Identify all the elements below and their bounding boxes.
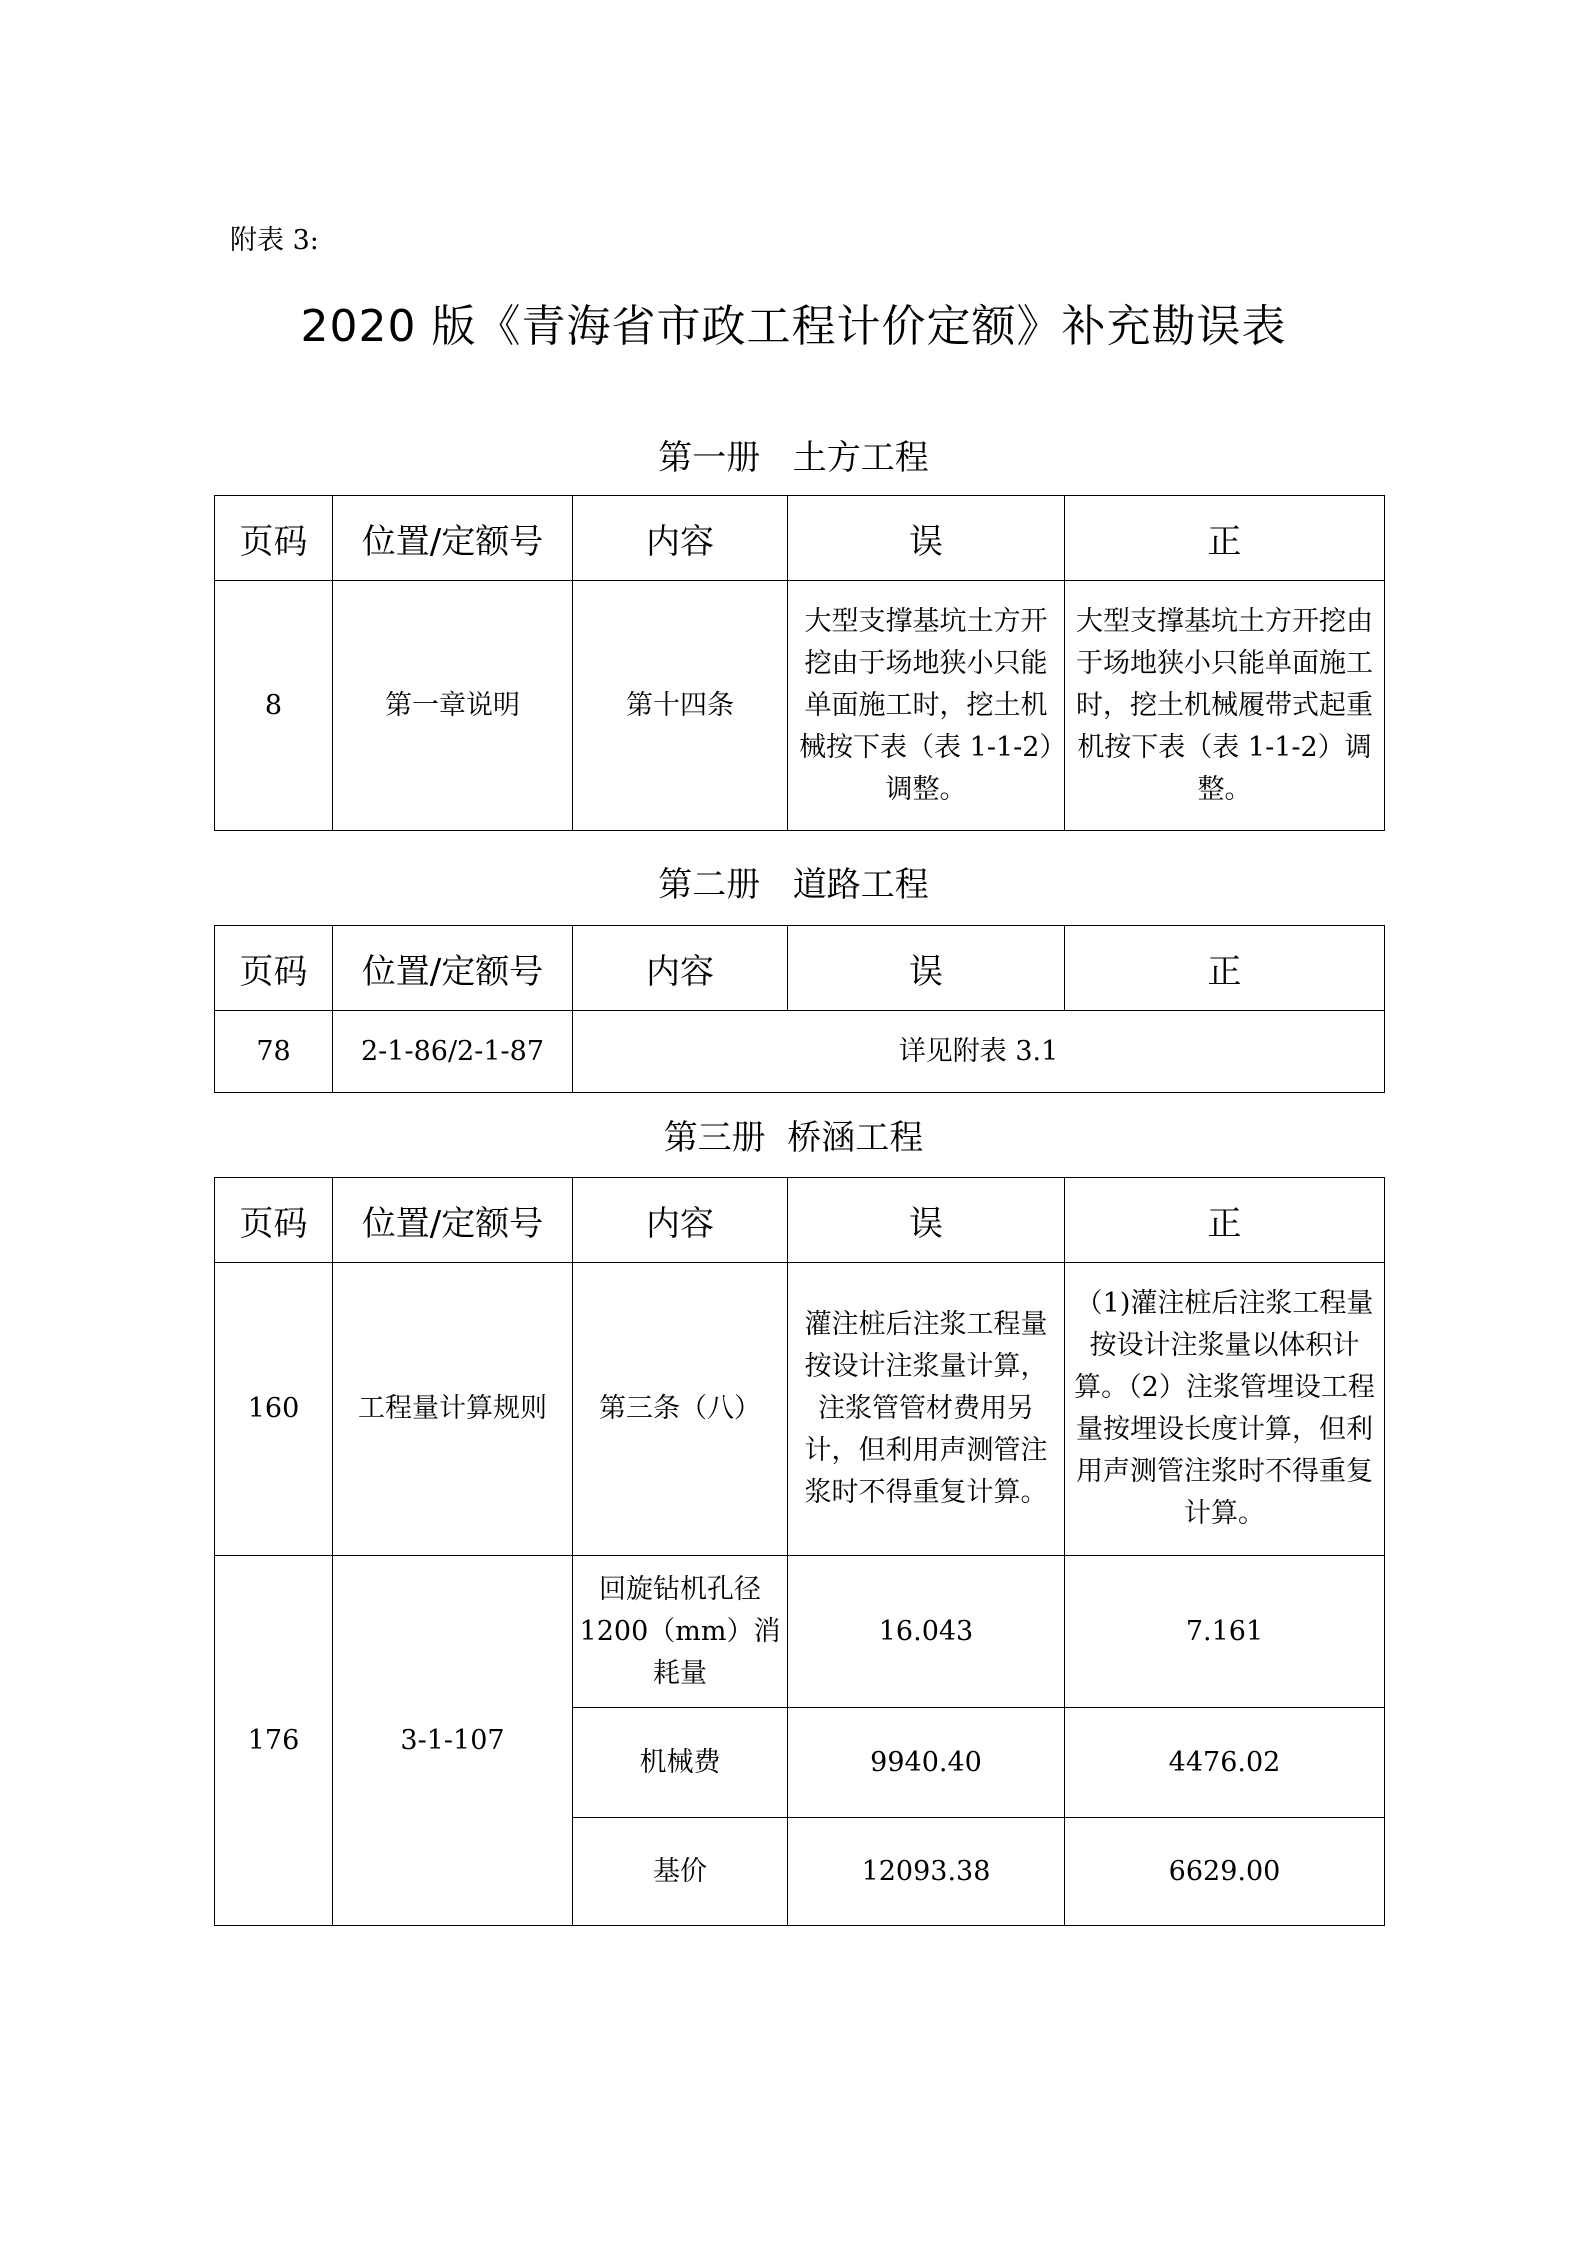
cell-page: 160 xyxy=(215,1263,333,1556)
cell-page: 176 xyxy=(215,1556,333,1926)
table-header-row xyxy=(215,496,1385,581)
cell-content: 机械费 xyxy=(573,1708,788,1818)
header-page: 页码 xyxy=(215,1178,333,1263)
header-right: 正 xyxy=(1065,1178,1385,1263)
cell-wrong: 大型支撑基坑土方开挖由于场地狭小只能单面施工时，挖土机械按下表（表 1-1-2）调整。 xyxy=(788,581,1065,831)
section-1-table xyxy=(214,495,1385,831)
header-position: 位置/定额号 xyxy=(333,496,573,581)
section-3-title: 第三册 桥涵工程 xyxy=(663,1118,924,1158)
cell-right: 6629.00 xyxy=(1065,1818,1385,1926)
cell-position: 2-1-86/2-1-87 xyxy=(333,1011,573,1093)
cell-position: 3-1-107 xyxy=(333,1556,573,1926)
table-row xyxy=(215,1263,1385,1556)
table-row xyxy=(215,581,1385,831)
cell-position: 工程量计算规则 xyxy=(333,1263,573,1556)
cell-page: 8 xyxy=(215,581,333,831)
document-title: 2020 版《青海省市政工程计价定额》补充勘误表 xyxy=(300,301,1287,352)
header-page: 页码 xyxy=(215,926,333,1011)
header-page: 页码 xyxy=(215,496,333,581)
cell-right: 7.161 xyxy=(1065,1556,1385,1708)
header-position: 位置/定额号 xyxy=(333,926,573,1011)
table-header-row xyxy=(215,1178,1385,1263)
cell-wrong: 灌注桩后注浆工程量按设计注浆量计算，注浆管管材费用另计，但利用声测管注浆时不得重复计算。 xyxy=(788,1263,1065,1556)
cell-content: 回旋钻机孔径 1200（mm）消耗量 xyxy=(573,1556,788,1708)
cell-wrong: 9940.40 xyxy=(788,1708,1065,1818)
cell-content: 第三条（八） xyxy=(573,1263,788,1556)
section-2-title: 第二册 道路工程 xyxy=(658,865,929,905)
section-2-table xyxy=(214,925,1385,1093)
cell-wrong: 16.043 xyxy=(788,1556,1065,1708)
section-1-title: 第一册 土方工程 xyxy=(658,438,929,478)
header-content: 内容 xyxy=(573,1178,788,1263)
header-wrong: 误 xyxy=(788,1178,1065,1263)
cell-position: 第一章说明 xyxy=(333,581,573,831)
section-3-table xyxy=(214,1177,1385,1926)
cell-content: 基价 xyxy=(573,1818,788,1926)
header-position: 位置/定额号 xyxy=(333,1178,573,1263)
header-wrong: 误 xyxy=(788,926,1065,1011)
table-row xyxy=(215,1011,1385,1093)
header-content: 内容 xyxy=(573,496,788,581)
cell-right: 大型支撑基坑土方开挖由于场地狭小只能单面施工时，挖土机械履带式起重机按下表（表 1-1-2）调整。 xyxy=(1065,581,1385,831)
table-header-row xyxy=(215,926,1385,1011)
cell-content: 第十四条 xyxy=(573,581,788,831)
annex-label: 附表 3: xyxy=(230,225,319,256)
header-right: 正 xyxy=(1065,496,1385,581)
header-wrong: 误 xyxy=(788,496,1065,581)
cell-right: 4476.02 xyxy=(1065,1708,1385,1818)
cell-right: （1)灌注桩后注浆工程量按设计注浆量以体积计算。（2）注浆管埋设工程量按埋设长度计算，但利用声测管注浆时不得重复计算。 xyxy=(1065,1263,1385,1556)
cell-wrong: 12093.38 xyxy=(788,1818,1065,1926)
table-row xyxy=(215,1556,1385,1708)
header-content: 内容 xyxy=(573,926,788,1011)
header-right: 正 xyxy=(1065,926,1385,1011)
cell-merged-note: 详见附表 3.1 xyxy=(573,1011,1385,1093)
cell-page: 78 xyxy=(215,1011,333,1093)
